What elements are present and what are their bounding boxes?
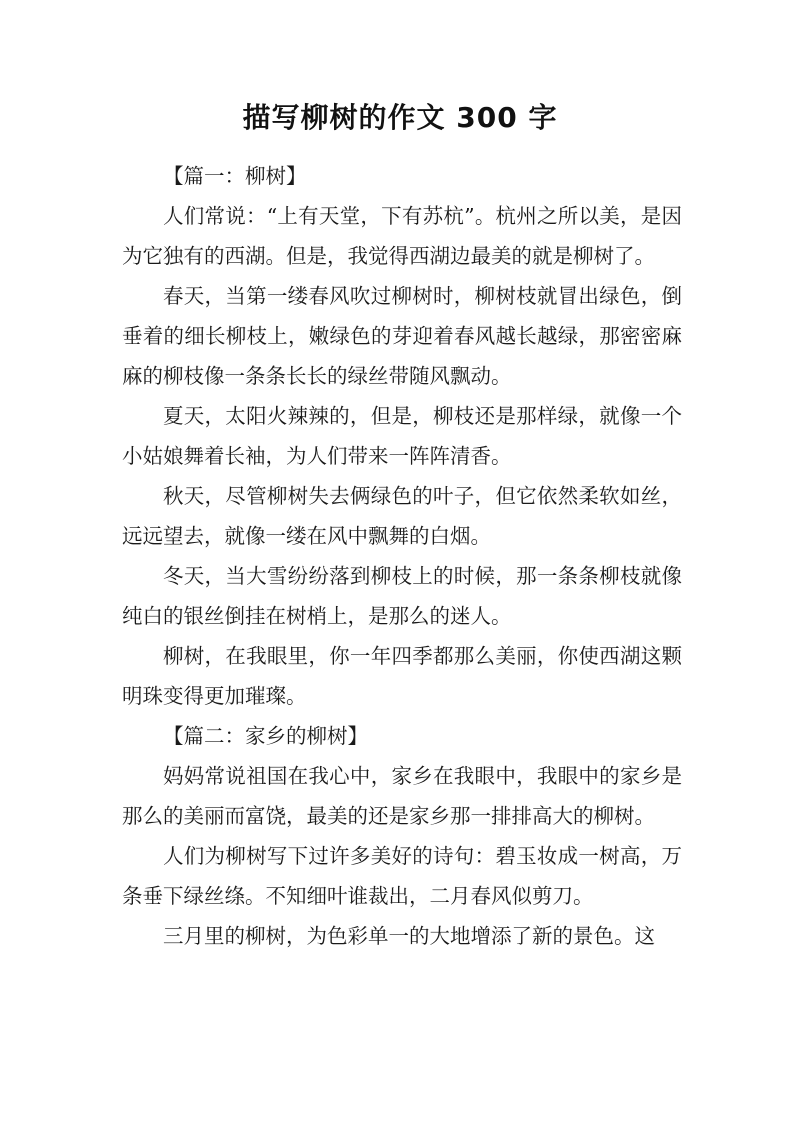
section-heading-1: 【篇一：柳树】 <box>163 164 307 188</box>
paragraph: 三月里的柳树，为色彩单一的大地增添了新的景色。这 <box>163 924 655 948</box>
paragraph: 柳树，在我眼里，你一年四季都那么美丽，你使西湖这颗明珠变得更加璀璨。 <box>122 644 682 708</box>
paragraph: 秋天，尽管柳树失去俩绿色的叶子，但它依然柔软如丝，远远望去，就像一缕在风中飘舞的白烟。 <box>122 484 682 548</box>
section-heading-2: 【篇二：家乡的柳树】 <box>163 724 368 748</box>
paragraph: 人们为柳树写下过许多美好的诗句：碧玉妆成一树高，万条垂下绿丝绦。不知细叶谁裁出，二月春风似剪刀。 <box>122 844 682 908</box>
paragraph: 冬天，当大雪纷纷落到柳枝上的时候，那一条条柳枝就像纯白的银丝倒挂在树梢上，是那么的迷人。 <box>122 564 682 628</box>
document-title: 描写柳树的作文 300 字 <box>242 101 558 134</box>
paragraph: 人们常说：“上有天堂，下有苏杭”。杭州之所以美，是因为它独有的西湖。但是，我觉得西湖边最美的就是柳树了。 <box>122 204 682 268</box>
paragraph: 春天，当第一缕春风吹过柳树时，柳树枝就冒出绿色，倒垂着的细长柳枝上，嫩绿色的芽迎着春风越长越绿，那密密麻麻的柳枝像一条条长长的绿丝带随风飘动。 <box>122 284 682 388</box>
document-body <box>122 156 682 956</box>
paragraph: 妈妈常说祖国在我心中，家乡在我眼中，我眼中的家乡是那么的美丽而富饶，最美的还是家乡那一排排高大的柳树。 <box>122 764 682 828</box>
paragraph: 夏天，太阳火辣辣的，但是，柳枝还是那样绿，就像一个小姑娘舞着长袖，为人们带来一阵阵清香。 <box>122 404 682 468</box>
